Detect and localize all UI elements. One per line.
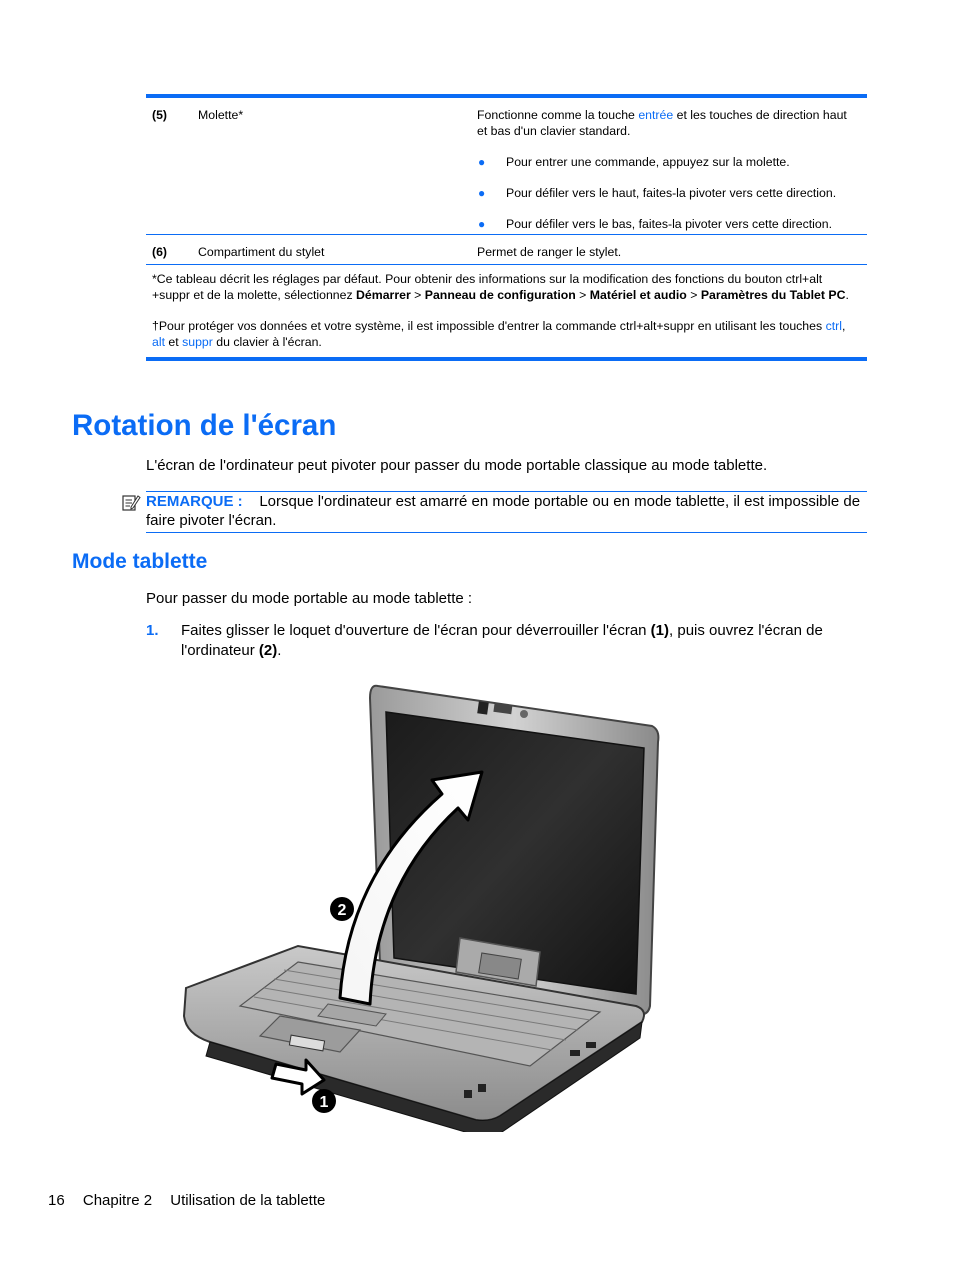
key-link-alt[interactable]: alt (152, 335, 165, 349)
footnote-defaults: *Ce tableau décrit les réglages par défaut. Pour obtenir des informations sur la modification des fonctions du bouton ctrl+alt +suppr et de la molette, sélectionnez Démarrer > Panneau de configuration > Matériel et audio > Paramètres du Tablet PC. (152, 272, 849, 302)
bullet-icon: ● (478, 186, 486, 200)
note-text: Lorsque l'ordinateur est amarré en mode portable ou en mode tablette, il est impossible de faire pivoter l'écran. (146, 493, 861, 529)
key-link-entree[interactable]: entrée (638, 108, 674, 122)
bullet-list (477, 154, 857, 232)
subsection-title: Mode tablette (72, 550, 208, 573)
list-item: ● Pour défiler vers le haut, faites-la pivoter vers cette direction. (478, 186, 837, 200)
component-table (146, 94, 867, 361)
section-title: Rotation de l'écran (72, 409, 337, 442)
note-box (146, 491, 867, 533)
footnote-security: †Pour protéger vos données et votre système, il est impossible d'entrer la commande ctrl+alt+suppr en utilisant les touches ctrl, alt et suppr du clavier à l'écran. (152, 319, 846, 349)
laptop-rotation-illustration (180, 676, 670, 1132)
row-number: (6) (152, 245, 168, 259)
note-label: REMARQUE : (146, 493, 243, 510)
bullet-icon: ● (478, 217, 486, 231)
component-name: Molette* (198, 108, 244, 122)
subsection-intro: Pour passer du mode portable au mode tablette : (146, 590, 473, 607)
component-description: Permet de ranger le stylet. (477, 245, 622, 259)
table-footnotes (146, 265, 867, 357)
key-link-suppr[interactable]: suppr (182, 335, 213, 349)
step-text: Faites glisser le loquet d'ouverture de l'écran pour déverrouiller l'écran (1), puis ouvrez l'écran de l'ordinateur (2). (181, 622, 823, 659)
note-icon (121, 493, 141, 513)
callout-2 (330, 897, 354, 921)
row-number: (5) (152, 108, 168, 122)
bullet-icon: ● (478, 155, 486, 169)
step-1 (146, 621, 851, 661)
component-description: Fonctionne comme la touche entrée et les touches de direction haut et bas d'un clavier standard. ● Pour entrer une commande, appuyez sur la molette. ● Pour défiler vers le haut, faites-la pivoter vers cette direction. ● Pour défiler vers le bas, faites-la pivoter vers cette direction. (477, 98, 867, 241)
page-number: 16 (48, 1192, 65, 1209)
section-intro: L'écran de l'ordinateur peut pivoter pour passer du mode portable classique au mode tablette. (146, 457, 768, 474)
chapter-label: Chapitre 2 (82, 1192, 153, 1209)
step-number: 1. (146, 622, 159, 639)
table-row (146, 235, 867, 265)
table-row (146, 98, 867, 235)
component-name: Compartiment du stylet (198, 245, 325, 259)
list-item: ● Pour défiler vers le bas, faites-la pivoter vers cette direction. (478, 217, 833, 231)
svg-text:1: 1 (319, 1094, 329, 1111)
callout-1 (312, 1089, 336, 1113)
page-footer (48, 1191, 339, 1211)
svg-text:2: 2 (337, 902, 347, 919)
key-link-ctrl[interactable]: ctrl (825, 319, 842, 333)
list-item: ● Pour entrer une commande, appuyez sur la molette. (478, 155, 790, 169)
chapter-title: Utilisation de la tablette (170, 1192, 326, 1209)
